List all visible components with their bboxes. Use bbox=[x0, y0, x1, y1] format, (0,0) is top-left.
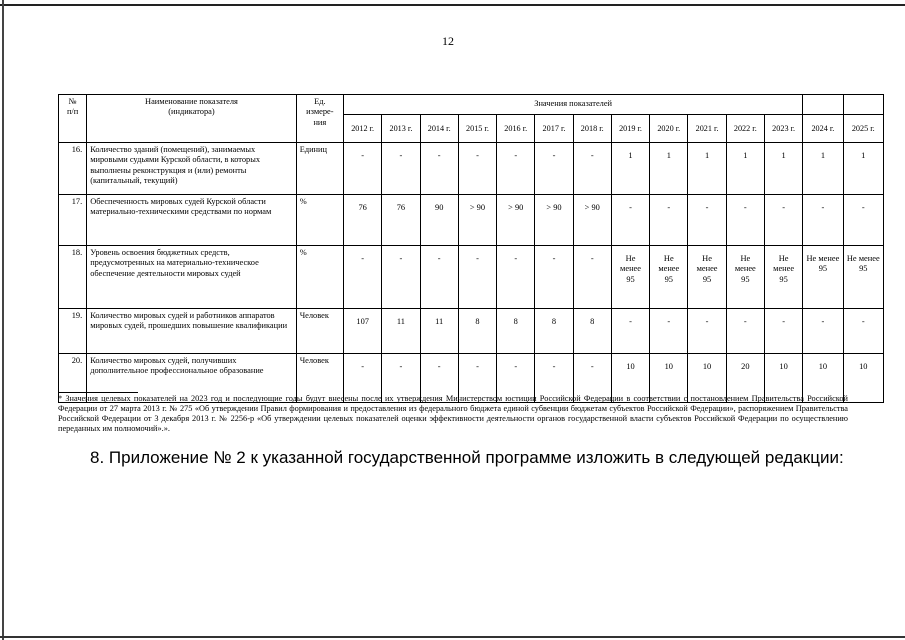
value-cell: - bbox=[344, 143, 382, 195]
value-cell: - bbox=[573, 143, 611, 195]
header-year: 2018 г. bbox=[573, 115, 611, 143]
header-year: 2023 г. bbox=[764, 115, 802, 143]
value-cell: - bbox=[843, 195, 883, 246]
value-cell: 1 bbox=[764, 143, 802, 195]
value-cell: Не менее 95 bbox=[611, 246, 649, 309]
value-cell: - bbox=[764, 309, 802, 354]
value-cell: - bbox=[420, 354, 458, 403]
table-row bbox=[59, 246, 884, 309]
row-number: 20. bbox=[59, 354, 87, 403]
header-num: № п/п bbox=[59, 95, 87, 143]
table-row bbox=[59, 309, 884, 354]
header-name: Наименование показателя (индикатора) bbox=[87, 95, 297, 143]
value-cell: - bbox=[382, 354, 420, 403]
table-row bbox=[59, 195, 884, 246]
value-cell: Не менее 95 bbox=[764, 246, 802, 309]
value-cell: - bbox=[420, 143, 458, 195]
value-cell: 8 bbox=[535, 309, 573, 354]
value-cell: Не менее 95 bbox=[803, 246, 843, 309]
table-body bbox=[59, 143, 884, 403]
value-cell: Не менее 95 bbox=[688, 246, 726, 309]
value-cell: 10 bbox=[611, 354, 649, 403]
indicator-name: Количество мировых судей и работников аппаратов мировых судей, прошедших повышение квалификации bbox=[87, 309, 297, 354]
value-cell: 8 bbox=[573, 309, 611, 354]
value-cell: - bbox=[611, 309, 649, 354]
value-cell: 76 bbox=[382, 195, 420, 246]
header-year: 2016 г. bbox=[497, 115, 535, 143]
header-year: 2014 г. bbox=[420, 115, 458, 143]
value-cell: - bbox=[420, 246, 458, 309]
value-cell: 10 bbox=[843, 354, 883, 403]
header-year: 2025 г. bbox=[843, 115, 883, 143]
value-cell: - bbox=[497, 246, 535, 309]
value-cell: - bbox=[458, 354, 496, 403]
header-year: 2012 г. bbox=[344, 115, 382, 143]
value-cell: - bbox=[650, 309, 688, 354]
scan-top-border bbox=[0, 4, 905, 6]
value-cell: - bbox=[382, 246, 420, 309]
unit-cell: % bbox=[296, 246, 343, 309]
row-number: 19. bbox=[59, 309, 87, 354]
value-cell: - bbox=[843, 309, 883, 354]
header-year: 2022 г. bbox=[726, 115, 764, 143]
header-blank-2025 bbox=[843, 95, 883, 115]
table-row bbox=[59, 143, 884, 195]
value-cell: 107 bbox=[344, 309, 382, 354]
value-cell: 11 bbox=[382, 309, 420, 354]
value-cell: - bbox=[458, 143, 496, 195]
value-cell: 1 bbox=[650, 143, 688, 195]
unit-cell: % bbox=[296, 195, 343, 246]
value-cell: 10 bbox=[650, 354, 688, 403]
header-year: 2017 г. bbox=[535, 115, 573, 143]
header-year: 2020 г. bbox=[650, 115, 688, 143]
indicator-name: Уровень освоения бюджетных средств, предусмотренных на материально-техническое обеспечение деятельности мировых судей bbox=[87, 246, 297, 309]
value-cell: > 90 bbox=[573, 195, 611, 246]
unit-cell: Единиц bbox=[296, 143, 343, 195]
value-cell: - bbox=[344, 354, 382, 403]
value-cell: - bbox=[344, 246, 382, 309]
value-cell: - bbox=[650, 195, 688, 246]
header-year: 2024 г. bbox=[803, 115, 843, 143]
value-cell: - bbox=[497, 143, 535, 195]
value-cell: 8 bbox=[497, 309, 535, 354]
scan-left-border bbox=[2, 0, 4, 640]
value-cell: Не менее 95 bbox=[726, 246, 764, 309]
section-heading: 8. Приложение № 2 к указанной государственной программе изложить в следующей редакции: bbox=[90, 448, 844, 467]
value-cell: - bbox=[688, 195, 726, 246]
value-cell: - bbox=[611, 195, 649, 246]
value-cell: 1 bbox=[611, 143, 649, 195]
indicator-name: Количество зданий (помещений), занимаемых мировыми судьями Курской области, в которых выполнены реконструкция и (или) ремонты (капитальный, текущий) bbox=[87, 143, 297, 195]
value-cell: Не менее 95 bbox=[843, 246, 883, 309]
value-cell: - bbox=[535, 143, 573, 195]
value-cell: > 90 bbox=[497, 195, 535, 246]
header-year: 2013 г. bbox=[382, 115, 420, 143]
row-number: 17. bbox=[59, 195, 87, 246]
value-cell: - bbox=[573, 246, 611, 309]
value-cell: - bbox=[803, 309, 843, 354]
scan-bottom-border bbox=[0, 636, 905, 638]
value-cell: - bbox=[535, 246, 573, 309]
unit-cell: Человек bbox=[296, 309, 343, 354]
value-cell: - bbox=[764, 195, 802, 246]
value-cell: - bbox=[726, 309, 764, 354]
header-year: 2021 г. bbox=[688, 115, 726, 143]
row-number: 16. bbox=[59, 143, 87, 195]
value-cell: > 90 bbox=[535, 195, 573, 246]
unit-cell: Человек bbox=[296, 354, 343, 403]
value-cell: - bbox=[803, 195, 843, 246]
value-cell: - bbox=[382, 143, 420, 195]
value-cell: 1 bbox=[688, 143, 726, 195]
header-year: 2019 г. bbox=[611, 115, 649, 143]
value-cell: 10 bbox=[803, 354, 843, 403]
header-year: 2015 г. bbox=[458, 115, 496, 143]
value-cell: 1 bbox=[803, 143, 843, 195]
indicator-name: Количество мировых судей, получивших дополнительное профессиональное образование bbox=[87, 354, 297, 403]
page-number: 12 bbox=[442, 34, 454, 48]
value-cell: 1 bbox=[843, 143, 883, 195]
value-cell: 1 bbox=[726, 143, 764, 195]
value-cell: 20 bbox=[726, 354, 764, 403]
header-values: Значения показателей bbox=[344, 95, 803, 115]
value-cell: - bbox=[688, 309, 726, 354]
value-cell: 90 bbox=[420, 195, 458, 246]
value-cell: 11 bbox=[420, 309, 458, 354]
value-cell: - bbox=[535, 354, 573, 403]
value-cell: - bbox=[726, 195, 764, 246]
header-unit: Ед. измере- ния bbox=[296, 95, 343, 143]
value-cell: > 90 bbox=[458, 195, 496, 246]
value-cell: 10 bbox=[688, 354, 726, 403]
value-cell: - bbox=[497, 354, 535, 403]
footnote: * Значения целевых показателей на 2023 год и последующие годы будут внесены после их утверждения Министерством юстиции Российской Федерации в соответствии с постановлением Правительства Российской Федерации от 27 марта 2013 г. № 275 «Об утверждении Правил формирования и предоставления из федерального бюджета единой субвенции бюджетам субъектов Российской Федерации», распоряжением Правительства Российской Федерации от 3 декабря 2013 г. № 2256-р «Об утверждении целевых показателей оценки эффективности деятельности органов государственной власти субъектов Российской Федерации по осуществлению переданных им полномочий».». bbox=[58, 394, 848, 433]
value-cell: - bbox=[458, 246, 496, 309]
value-cell: - bbox=[573, 354, 611, 403]
header-blank-2024 bbox=[803, 95, 843, 115]
value-cell: Не менее 95 bbox=[650, 246, 688, 309]
value-cell: 8 bbox=[458, 309, 496, 354]
value-cell: 76 bbox=[344, 195, 382, 246]
value-cell: 10 bbox=[764, 354, 802, 403]
indicator-name: Обеспеченность мировых судей Курской области материально-техническими средствами по нормам bbox=[87, 195, 297, 246]
indicators-table bbox=[58, 94, 884, 403]
footnote-rule bbox=[58, 392, 138, 393]
row-number: 18. bbox=[59, 246, 87, 309]
